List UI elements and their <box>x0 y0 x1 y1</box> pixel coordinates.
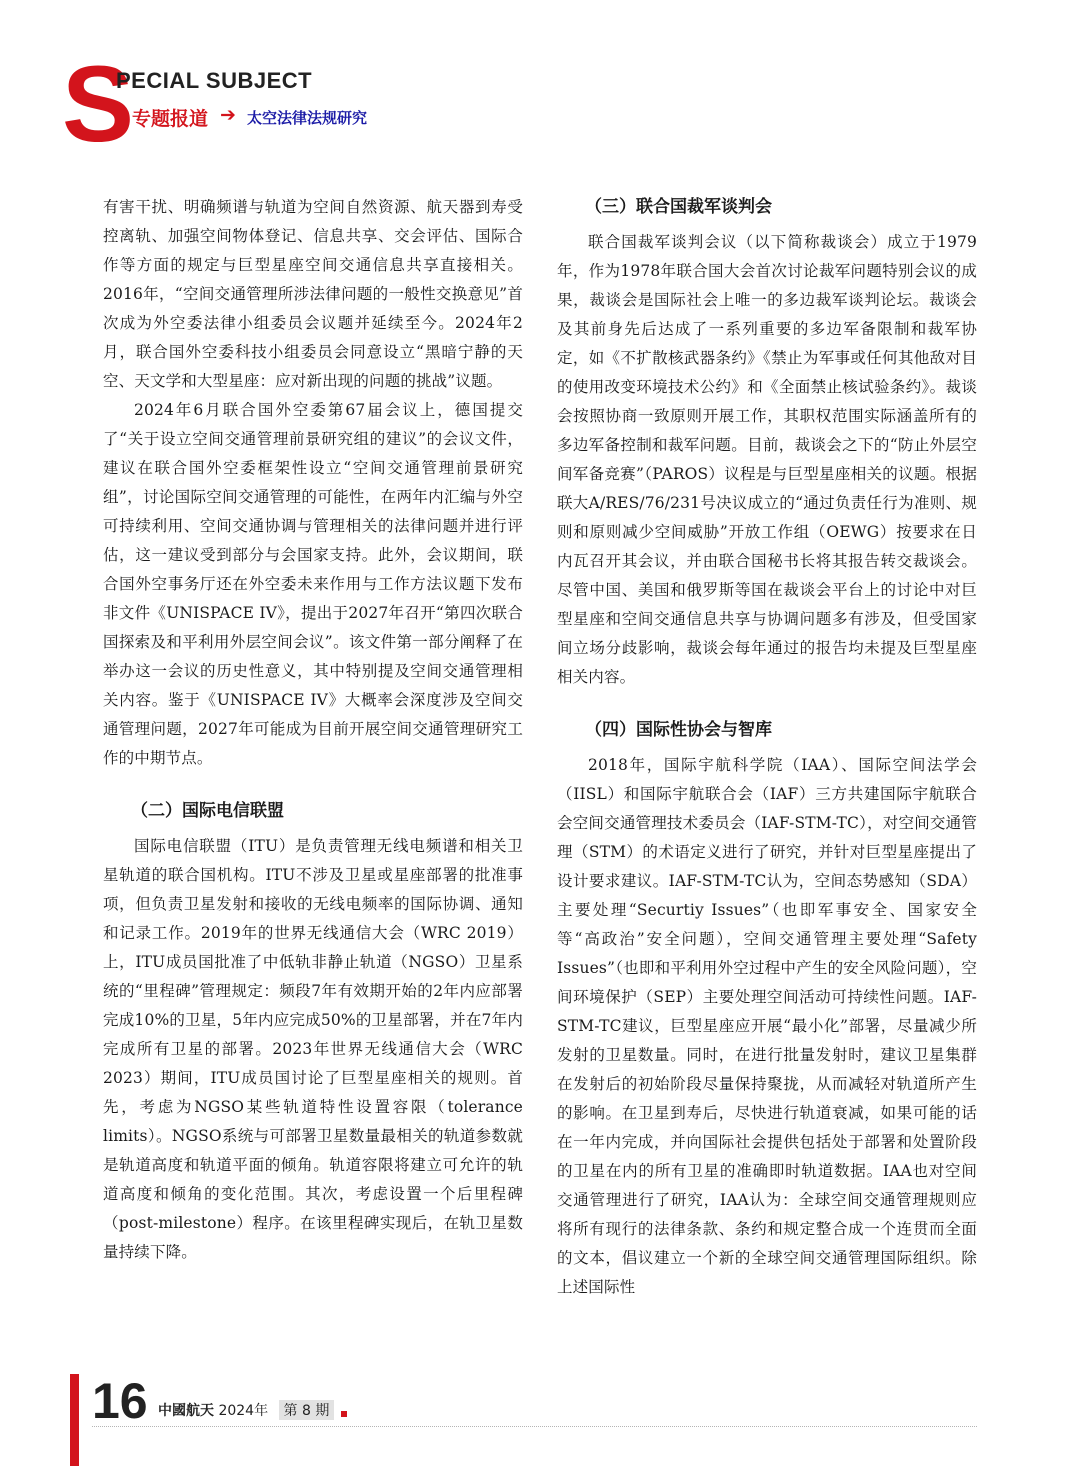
left-column <box>103 193 523 1267</box>
arrow-right-icon: ➔ <box>220 104 236 126</box>
section-heading: （四）国际性协会与智库 <box>585 720 772 740</box>
footer-info <box>158 1400 347 1420</box>
page-number: 16 <box>92 1373 148 1429</box>
magazine-name: 中國航天 <box>158 1403 214 1419</box>
section-heading: （二）国际电信联盟 <box>131 801 284 821</box>
section-heading: （三）联合国裁军谈判会 <box>585 197 772 217</box>
paragraph: 2018年，国际宇航科学院（IAA）、国际空间法学会（IISL）和国际宇航联合会（IAF）三方共建国际宇航联合会空间交通管理技术委员会（IAF-STM-TC），对空间交通管理（STM）的术语定义进行了研究，并针对巨型星座提出了设计要求建议。IAF-STM-TC认为，空间态势感知（SDA）主要处理“Securtiy Issues”（也即军事安全、国家安全等“高政治”安全问题），空间交通管理主要处理“Safety Issues”（也即和平利用外空过程中产生的安全风险问题），空间环境保护（SEP）主要处理空间活动可持续性问题。IAF-STM-TC建议，巨型星座应开展“最小化”部署，尽量减少所发射的卫星数量。同时，在进行批量发射时，建议卫星集群在发射后的初始阶段尽量保持聚拢，从而减轻对轨道所产生的影响。在卫星到寿后，尽快进行轨道衰减，如果可能的话在一年内完成，并向国际社会提供包括处于部署和处置阶段的卫星在内的所有卫星的准确即时轨道数据。IAA也对空间交通管理进行了研究，IAA认为：全球空间交通管理规则应将所有现行的法律条款、条约和规定整合成一个连贯而全面的文本，倡议建立一个新的全球空间交通管理国际组织。除上述国际性 <box>557 756 977 1296</box>
footer-mark-icon <box>341 1411 347 1417</box>
paragraph: 有害干扰、明确频谱与轨道为空间自然资源、航天器到寿受控离轨、加强空间物体登记、信息共享、交会评估、国际合作等方面的规定与巨型星座空间交通信息共享直接相关。2016年，“空间交通管理所涉法律问题的一般性交换意见”首次成为外空委法律小组委员会议题并延续至今。2024年2月，联合国外空委科技小组委员会同意设立“黑暗宁静的天空、天文学和大型星座：应对新出现的问题的挑战”议题。 <box>103 198 523 390</box>
special-subject-label: PECIAL SUBJECT <box>116 68 313 93</box>
paragraph: 2024年6月联合国外空委第67届会议上，德国提交了“关于设立空间交通管理前景研究组的建议”的会议文件，建议在联合国外空委框架性设立“空间交通管理前景研究组”，讨论国际空间交通管理的可能性，在两年内汇编与外空可持续利用、空间交通协调与管理相关的法律问题并进行评估，这一建议受到部分与会国家支持。此外，会议期间，联合国外空事务厅还在外空委未来作用与工作方法议题下发布非文件《UNISPACE IV》，提出于2027年召开“第四次联合国探索及和平利用外层空间会议”。该文件第一部分阐释了在举办这一会议的历史性意义，其中特别提及空间交通管理相关内容。鉴于《UNISPACE IV》大概率会深度涉及空间交通管理问题，2027年可能成为目前开展空间交通管理研究工作的中期节点。 <box>103 401 523 767</box>
paragraph: 国际电信联盟（ITU）是负责管理无线电频谱和相关卫星轨道的联合国机构。ITU不涉及卫星或星座部署的批准事项，但负责卫星发射和接收的无线电频率的国际协调、通知和记录工作。2019年的世界无线通信大会（WRC 2019）上，ITU成员国批准了中低轨非静止轨道（NGSO）卫星系统的“里程碑”管理规定：频段7年有效期开始的2年内应部署完成10%的卫星，5年内应完成50%的卫星部署，并在7年内完成所有卫星的部署。2023年世界无线通信大会（WRC 2023）期间，ITU成员国讨论了巨型星座相关的规则。首先，考虑为NGSO某些轨道特性设置容限（tolerance limits）。NGSO系统与可部署卫星数量最相关的轨道参数就是轨道高度和轨道平面的倾角。轨道容限将建立可允许的轨道高度和倾角的变化范围。其次，考虑设置一个后里程碑（post-milestone）程序。在该里程碑实现后，在轨卫星数量持续下降。 <box>103 837 523 1261</box>
right-column <box>557 193 977 1302</box>
paragraph: 联合国裁军谈判会议（以下简称裁谈会）成立于1979年，作为1978年联合国大会首次讨论裁军问题特别会议的成果，裁谈会是国际社会上唯一的多边裁军谈判论坛。裁谈会及其前身先后达成了一系列重要的多边军备限制和裁军协定，如《不扩散核武器条约》《禁止为军事或任何其他敌对目的使用改变环境技术公约》和《全面禁止核试验条约》。裁谈会按照协商一致原则开展工作，其职权范围实际涵盖所有的多边军备控制和裁军问题。目前，裁谈会之下的“防止外层空间军备竞赛”（PAROS）议程是与巨型星座相关的议题。根据联大A/RES/76/231号决议成立的“通过负责任行为准则、规则和原则减少空间威胁”开放工作组（OEWG）按要求在日内瓦召开其会议，并由联合国秘书长将其报告转交裁谈会。尽管中国、美国和俄罗斯等国在裁谈会平台上的讨论中对巨型星座和空间交通信息共享与协调问题多有涉及，但受国家间立场分歧影响，裁谈会每年通过的报告均未提及巨型星座相关内容。 <box>557 233 977 686</box>
special-subject-initial: S <box>62 43 135 164</box>
footer-accent-bar <box>70 1374 79 1466</box>
issue-number: 第 8 期 <box>279 1400 335 1420</box>
issue-year: 2024年 <box>218 1403 269 1419</box>
section-topic: 太空法律法规研究 <box>247 109 368 127</box>
footer-divider <box>92 1426 977 1427</box>
section-rubric: 专题报道 <box>132 108 209 130</box>
page-header <box>0 0 1080 164</box>
